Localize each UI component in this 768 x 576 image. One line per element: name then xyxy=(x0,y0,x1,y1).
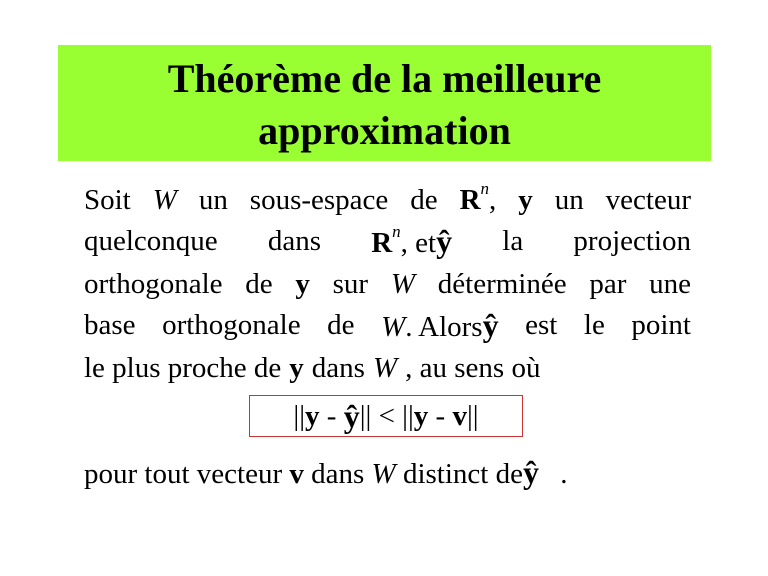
word: pour tout vecteur xyxy=(84,458,283,490)
word: par xyxy=(589,268,627,300)
norm-bar: || xyxy=(466,399,479,432)
word: de xyxy=(245,268,273,300)
word: le plus proche de xyxy=(84,352,282,384)
symbol-yhat: ŷ xyxy=(522,454,539,490)
word: dans xyxy=(311,458,365,490)
symbol-v: v xyxy=(289,458,304,490)
symbol-W-alors: W. Alorsŷ xyxy=(381,307,499,343)
word: dans xyxy=(267,225,322,257)
word: point xyxy=(631,309,691,341)
minus-sign: - xyxy=(428,399,453,432)
inequality-formula xyxy=(250,396,522,436)
norm-bar: || xyxy=(402,399,414,432)
symbol-yhat: ŷ xyxy=(436,223,453,259)
symbol-y: y xyxy=(518,184,533,216)
symbol-yhat: ŷ xyxy=(343,397,360,434)
word: la xyxy=(502,225,524,257)
title-banner xyxy=(58,45,711,161)
theorem-statement xyxy=(84,180,691,389)
symbol-yhat: ŷ xyxy=(482,307,499,343)
symbol-Rn: $R^n$, xyxy=(459,179,497,216)
minus-sign: - xyxy=(319,399,344,432)
word: dans xyxy=(311,352,365,384)
word: projection xyxy=(573,225,691,257)
word: de xyxy=(410,184,438,216)
statement-line-4 xyxy=(84,305,691,348)
symbol-W: W xyxy=(372,352,398,384)
word: , au sens où xyxy=(405,352,541,384)
period: . xyxy=(560,458,568,490)
word: le xyxy=(583,309,605,341)
symbol-y: y xyxy=(413,399,429,432)
word: orthogonale xyxy=(84,268,223,300)
symbol-Rn: $R^n$, etŷ xyxy=(371,222,453,259)
word: de xyxy=(327,309,355,341)
title-line-2: approximation xyxy=(258,108,511,153)
word: vecteur xyxy=(605,184,691,216)
page-title xyxy=(58,53,711,157)
word: déterminée xyxy=(437,268,567,300)
norm-bar: || xyxy=(293,399,306,432)
word: un xyxy=(198,184,228,216)
inequality-box xyxy=(249,395,523,437)
symbol-v: v xyxy=(452,399,467,432)
symbol-y: y xyxy=(305,399,320,432)
symbol-y: y xyxy=(295,268,310,300)
word: sur xyxy=(332,268,369,300)
word: sous-espace xyxy=(249,184,389,216)
word: quelconque xyxy=(84,225,218,257)
symbol-W: W xyxy=(152,184,177,216)
word: orthogonale xyxy=(162,309,301,341)
less-than-sign: < xyxy=(371,399,403,432)
word: une xyxy=(649,268,691,300)
symbol-y: y xyxy=(289,352,304,384)
symbol-W: W xyxy=(371,458,396,490)
condition-text xyxy=(84,452,704,495)
symbol-W: W xyxy=(390,268,416,300)
word: base xyxy=(84,309,136,341)
statement-line-3 xyxy=(84,264,691,305)
word: distinct de xyxy=(402,458,523,490)
norm-bar: || xyxy=(359,399,372,432)
word: Soit xyxy=(84,184,131,216)
statement-line-5 xyxy=(84,348,691,389)
title-line-1: Théorème de la meilleure xyxy=(167,56,602,101)
word: un xyxy=(554,184,584,216)
statement-line-2 xyxy=(84,221,691,264)
statement-line-1 xyxy=(84,180,691,221)
word: est xyxy=(525,309,558,341)
